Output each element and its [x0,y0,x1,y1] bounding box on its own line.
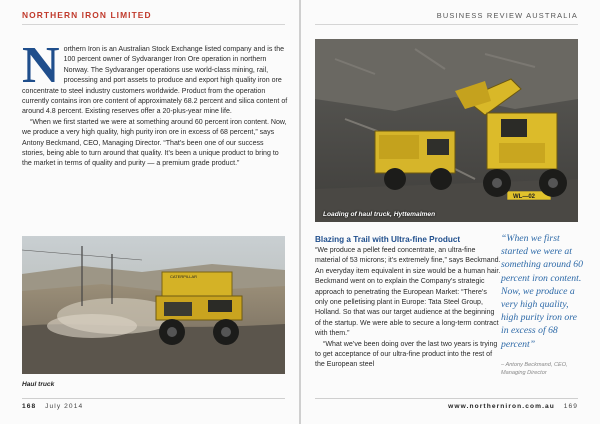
left-page [0,0,299,424]
loading-truck-caption: Loading of haul truck, Hyttemalmen [323,211,436,218]
footer-rule [22,398,285,399]
loading-truck-image [315,39,578,222]
issue-date: July 2014 [45,403,84,410]
haul-truck-caption: Haul truck [22,381,55,388]
footer-rule [315,398,578,399]
article-column [315,246,501,371]
publication-header: BUSINESS REVIEW AUSTRALIA [436,11,578,20]
truck-brand-label: CATERPILLAR [170,274,198,279]
drop-cap: N [22,37,60,94]
pull-quote: “When we first started we were at something around 60 percent iron content. Now, we produce a very high quality, high purity iron ore in excess of 68 percent” [501,233,583,350]
pull-quote-attribution: – Antony Beckmand, CEO, Managing Director [501,362,568,376]
right-folio [448,403,578,410]
column-paragraph-continued: “What we’ve been doing over the last two years is trying to get acceptance of our ultra-fine product into the rest of the European steel [315,340,498,369]
website-url: www.northerniron.com.au [448,403,555,410]
left-folio [22,403,83,410]
left-page-number: 168 [22,403,37,410]
header-rule [315,24,578,25]
section-title: Blazing a Trail with Ultra-fine Product [315,235,461,244]
right-page-number: 169 [563,403,578,410]
right-page [301,0,600,424]
intro-paragraph-text: orthern Iron is an Australian Stock Exchange listed company and is the 100 percent owner of Sydvaranger Iron Ore operation in northern Norway. The Sydvaranger operations use world-class mining, rail, processing and port assets to produce and export high quality iron ore concentrate to steel industry customers worldwide. Product from the operation currently contains iron ore content of approximately 68.2 percent and silica content of around 4.8 percent. Existing reserves offer a 20-plus-year mine life. [22,46,288,116]
truck-id-label: WL—02 [513,194,536,200]
haul-truck-photo [22,236,285,374]
intro-text [22,37,288,170]
column-paragraph: “We produce a pellet feed concentrate, an ultra-fine material of 53 microns; it’s extremely fine,” says Beckmand. An everyday item equivalent in size would be a human hair. Beckmand went on to explain the Company’s strategic approach to penetrating the European Market: “There’s only one pelletising plant in Europe: Tata Steel Group, Holland. So that was our target audience at the beginning of the startup. We were able to secure a long-term contract with them.” [315,247,501,338]
brand-header: NORTHERN IRON LIMITED [22,10,152,20]
intro-paragraph [22,37,288,118]
quote-paragraph: “When we first started we were at something around 60 percent iron content. Now, we produce a very high quality, high purity iron ore in excess of 68 percent,” says Antony Beckmand, CEO, Managing Director. “That’s been one of our success stories, being able to turn around that quality. It’s been a unique product to bring to the market in terms of quality and purity — a premium grade product.” [22,118,287,168]
haul-truck-image [22,236,285,374]
loading-truck-photo [315,39,578,222]
header-rule [22,24,285,25]
